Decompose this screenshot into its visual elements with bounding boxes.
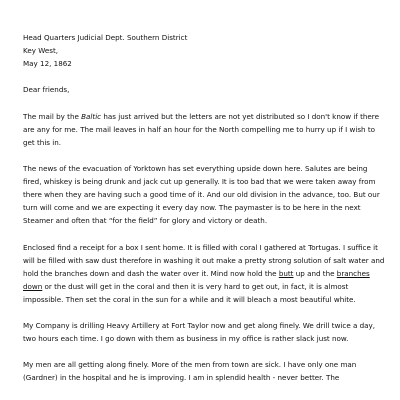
underlined-branches: branches bbox=[336, 268, 370, 278]
paragraph-coral bbox=[23, 241, 388, 306]
salutation: Dear friends, bbox=[23, 85, 70, 95]
paragraph-men: My men are all getting along finely. More of the men from town are sick. I have only one man (Gardner) in the hospital and he is improving. I am in splendid health - never better. The bbox=[23, 360, 357, 383]
heading-line-department: Head Quarters Judicial Dept. Southern District bbox=[23, 33, 188, 42]
heading-line-date: May 12, 1862 bbox=[23, 59, 72, 69]
paragraph-mail bbox=[23, 110, 388, 149]
heading-line-place: Key West, bbox=[23, 46, 59, 56]
paragraph-coral-text-a: Enclosed find a receipt for a box I sent home. It is filled with coral I gathered at Tortugas. I suffice it will be filled with saw dust therefore in washing it out make a pretty strong solution of salt water and hold the branches down and dash the water over it. Mind now hold the bbox=[23, 242, 385, 278]
paragraph-company: My Company is drilling Heavy Artillery at Fort Taylor now and get along finely. We drill twice a day, two hours each time. I go down with them as business in my office is rather slack just now. bbox=[23, 321, 376, 344]
paragraph-mail-text-a: The mail by the bbox=[23, 111, 82, 121]
paragraph-mail-text-b: has just arrived but the letters are not yet distributed so I don't know if there are any for me. The mail leaves in half an hour for the North compelling me to hurry up if I wish to get this in. bbox=[23, 111, 379, 147]
paragraph-coral-text-d: or the dust will get in the coral and then it is very hard to get out, in fact, it is almost impossible. Then set the coral in the sun for a while and it will bleach a most beautiful white. bbox=[23, 281, 356, 304]
underlined-down: down bbox=[23, 281, 43, 291]
letter-body bbox=[23, 31, 388, 398]
paragraph-yorktown: The news of the evacuation of Yorktown has set everything upside down here. Salutes are being fired, whiskey is being drunk and jack cut up generally. It is too bad that we were taken away from there when they are having such a good time of it. And our old division in the advance, too. But our turn will come and we are expecting it every day now. The paymaster is to be here in the next Steamer and often that “for the field” for glory and victory or death. bbox=[23, 163, 380, 226]
ship-name: Baltic bbox=[81, 111, 102, 121]
letter-heading bbox=[23, 31, 388, 70]
underlined-butt: butt bbox=[278, 268, 294, 278]
paragraph-coral-text-b: up and the bbox=[293, 268, 337, 278]
